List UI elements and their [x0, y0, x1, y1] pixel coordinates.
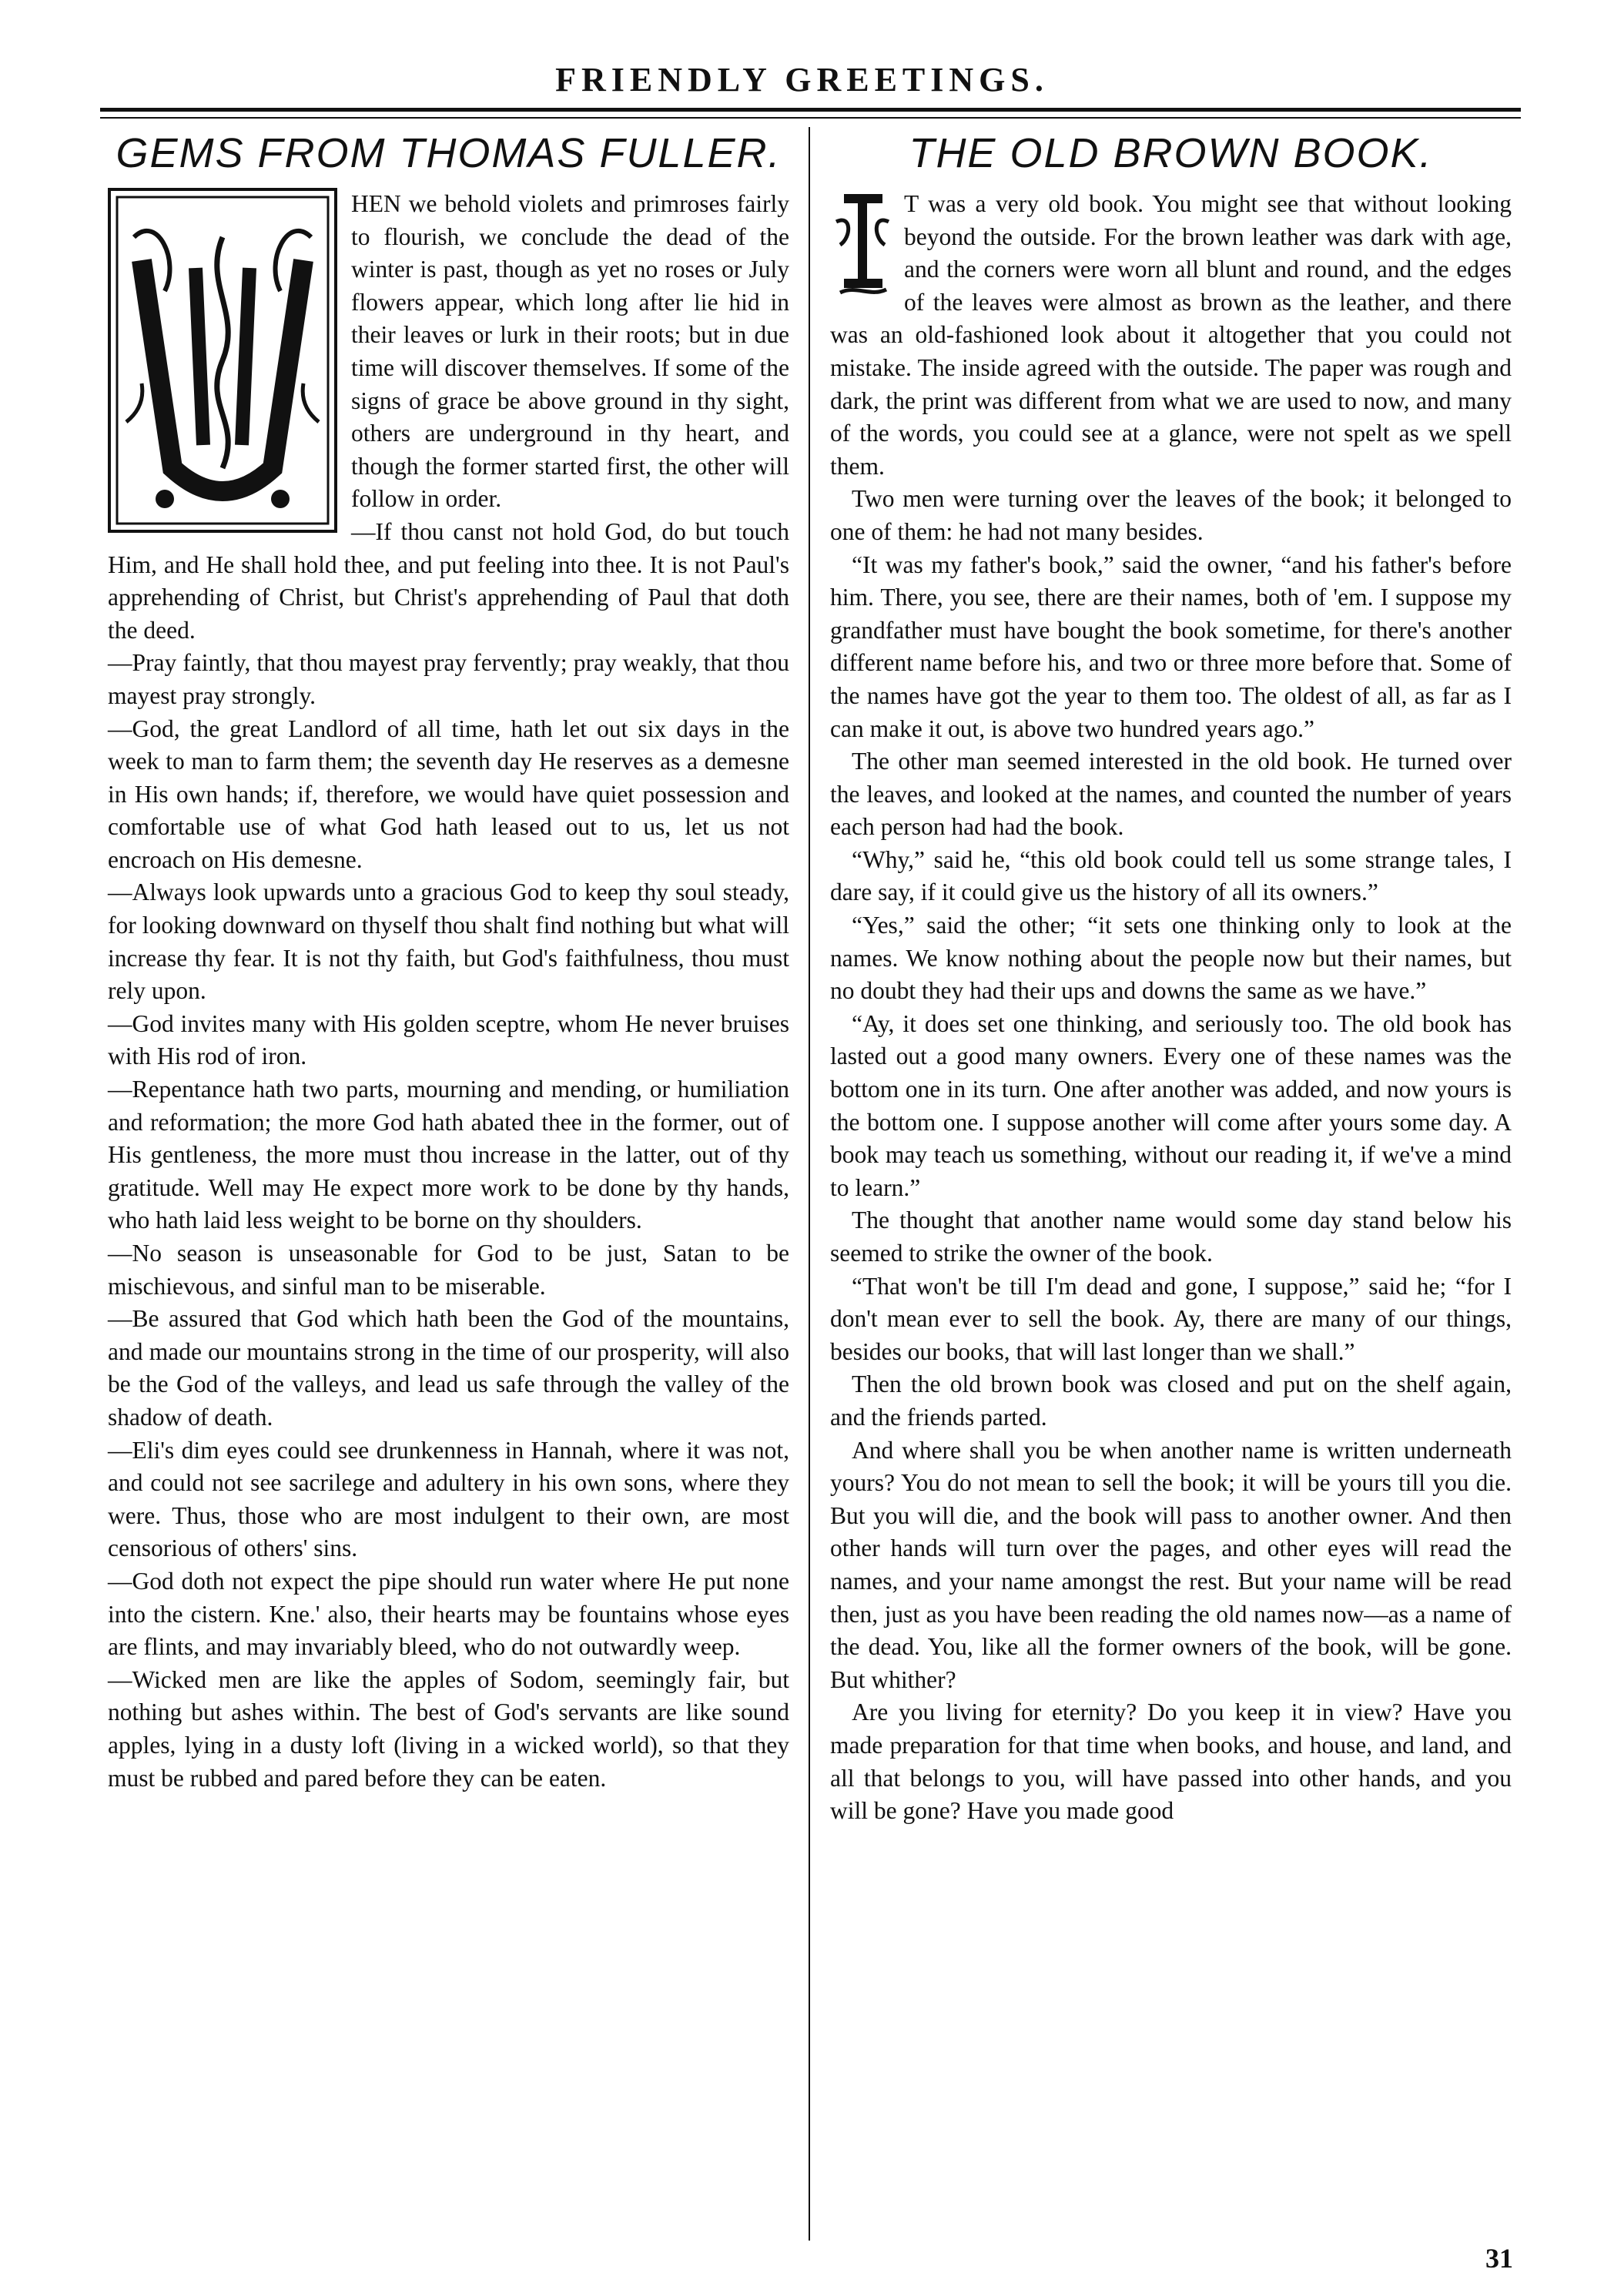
right-paragraph: Then the old brown book was closed and put on the shelf again, and the friends parted.: [830, 1371, 1512, 1431]
header-rule-thick: [100, 108, 1521, 112]
running-title: FRIENDLY GREETINGS.: [555, 61, 1049, 99]
left-paragraph: —Be assured that God which hath been the God of the mountains, and made our mountains strong in the time of our prosperity, will also be the God of the valleys, and lead us safe through the valley of the shadow of death.: [108, 1305, 789, 1431]
header-rule-thin: [100, 117, 1521, 119]
left-paragraph: —Always look upwards unto a gracious God to keep thy soul steady, for looking downward on thyself thou shalt find nothing but what will increase thy fear. It is not thy faith, but God's faithfulness, thou must rely upon.: [108, 879, 789, 1005]
right-paragraph: Two men were turning over the leaves of the book; it belonged to one of them: he had not many besides.: [830, 485, 1512, 545]
right-paragraph: “It was my father's book,” said the owner, “and his father's before him. There, you see, there are their names, both of 'em. I suppose my grandfather must have bought the book sometime, for there's another different name before his, and two or three more before that. Some of the names have got the year to them too. The oldest of all, as far as I can make it out, is above two hundred years ago.”: [830, 551, 1512, 742]
left-paragraph: —Repentance hath two parts, mourning and mending, or humiliation and reformation; the more God hath abated thee in the former, out of His gentleness, the more must thou increase in the latter, out of thy gratitude. Well may He expect more work to be done by thy hands, who hath laid less weight to be borne on thy shoulders.: [108, 1076, 789, 1234]
right-article-body: [830, 188, 1512, 1828]
left-article-title: GEMS FROM THOMAS FULLER.: [116, 130, 782, 176]
right-paragraph: T was a very old book. You might see that without looking beyond the outside. For the brown leather was dark with age, and the corners were worn all blunt and round, and the edges of the leaves were almost as brown as the leather, and there was an old-fashioned look about it altogether that you could not mistake. The inside agreed with the outside. The paper was rough and dark, the print was different from what we are used to now, and many of the words, you could see at a glance, were not spelt as we spell them.: [830, 190, 1512, 480]
right-paragraph: And where shall you be when another name is written underneath yours? You do not mean to sell the book; it will be yours till you die. But you will die, and the book will pass to another owner. And then other hands will turn over the pages, and other eyes will read the names, and your name amongst the rest. But your name will be read then, just as you have been reading the old names now—as a name of the dead. You, like all the former owners of the book, will be gone. But whither?: [830, 1436, 1512, 1693]
column-divider: [809, 127, 810, 2241]
right-paragraph: “Ay, it does set one thinking, and seriously too. The old book has lasted out a good many owners. Every one of these names was the bottom one in its turn. One after another was added, and now yours is the bottom one. I suppose another will come after yours some day. A book may teach us something, without our reading it, if we've a mind to learn.”: [830, 1009, 1512, 1201]
left-paragraph: —If thou canst not hold God, do but touch Him, and He shall hold thee, and put feeling into thee. It is not Paul's apprehending of Christ, but Christ's apprehending of Paul that doth the deed.: [108, 517, 789, 644]
left-paragraph: —Eli's dim eyes could see drunkenness in Hannah, where it was not, and could not see sacrilege and adultery in his own sons, where they were. Thus, those who are most indulgent to their own, are most censorious of others' sins.: [108, 1436, 789, 1562]
right-paragraph: “That won't be till I'm dead and gone, I suppose,” said he; “for I don't mean ever to sell the book. Ay, there are many of our things, besides our books, that will last longer than we shall.”: [830, 1272, 1512, 1365]
left-paragraph: —No season is unseasonable for God to be just, Satan to be mischievous, and sinful man to be miserable.: [108, 1240, 789, 1300]
right-paragraph: “Why,” said he, “this old book could tell us some strange tales, I dare say, if it could give us the history of all its owners.”: [830, 845, 1512, 906]
left-column: [108, 129, 789, 1795]
left-paragraph: —God, the great Landlord of all time, hath let out six days in the week to man to farm them; the seventh day He reserves as a demesne in His own hands; if, therefore, we would have quiet possession and comfortable use of what God hath leased out to us, let us not encroach on His demesne.: [108, 715, 789, 873]
right-article-title: THE OLD BROWN BOOK.: [909, 130, 1433, 176]
left-paragraph: —Pray faintly, that thou mayest pray fervently; pray weakly, that thou mayest pray strongly.: [108, 649, 789, 709]
ornamental-initial-i-icon: [829, 191, 896, 297]
page-number: 31: [1485, 2243, 1513, 2274]
left-paragraph: —God doth not expect the pipe should run water where He put none into the cistern. Kne.' also, their hearts may be fountains whose eyes are flints, and may invariably bleed, who do not outwardly weep.: [108, 1567, 789, 1661]
left-paragraph: —Wicked men are like the apples of Sodom, seemingly fair, but nothing but ashes within. The best of God's servants are like sound apples, lying in a dusty loft (living in a wicked world), so that they must be rubbed and pared before they can be eaten.: [108, 1665, 789, 1792]
right-paragraph: Are you living for eternity? Do you keep it in view? Have you made preparation for that time when books, and house, and land, and all that belongs to you, will have passed into other hands, and you will be gone? Have you made good: [830, 1699, 1512, 1825]
left-paragraph: —God invites many with His golden sceptre, whom He never bruises with His rod of iron.: [108, 1009, 789, 1070]
right-paragraph: “Yes,” said the other; “it sets one thinking only to look at the names. We know nothing about the people now but their names, but no doubt they had their ups and downs the same as we have.”: [830, 912, 1512, 1005]
right-paragraph: The other man seemed interested in the old book. He turned over the leaves, and looked at the names, and counted the number of years each person had had the book.: [830, 748, 1512, 841]
ornamental-initial-w-icon: [108, 188, 337, 533]
right-column: [830, 129, 1512, 1828]
right-paragraph: The thought that another name would some day stand below his seemed to strike the owner of the book.: [830, 1207, 1512, 1267]
left-article-body: [108, 188, 789, 1795]
left-paragraph: HEN we behold violets and primroses fairly to flourish, we conclude the dead of the winter is past, though as yet no roses or July flowers appear, which long after lie hid in their leaves or lurk in their roots; but in due time will discover themselves. If some of the signs of grace be above ground in thy sight, others are underground in thy heart, and though the former started first, the other will follow in order.: [351, 190, 789, 513]
